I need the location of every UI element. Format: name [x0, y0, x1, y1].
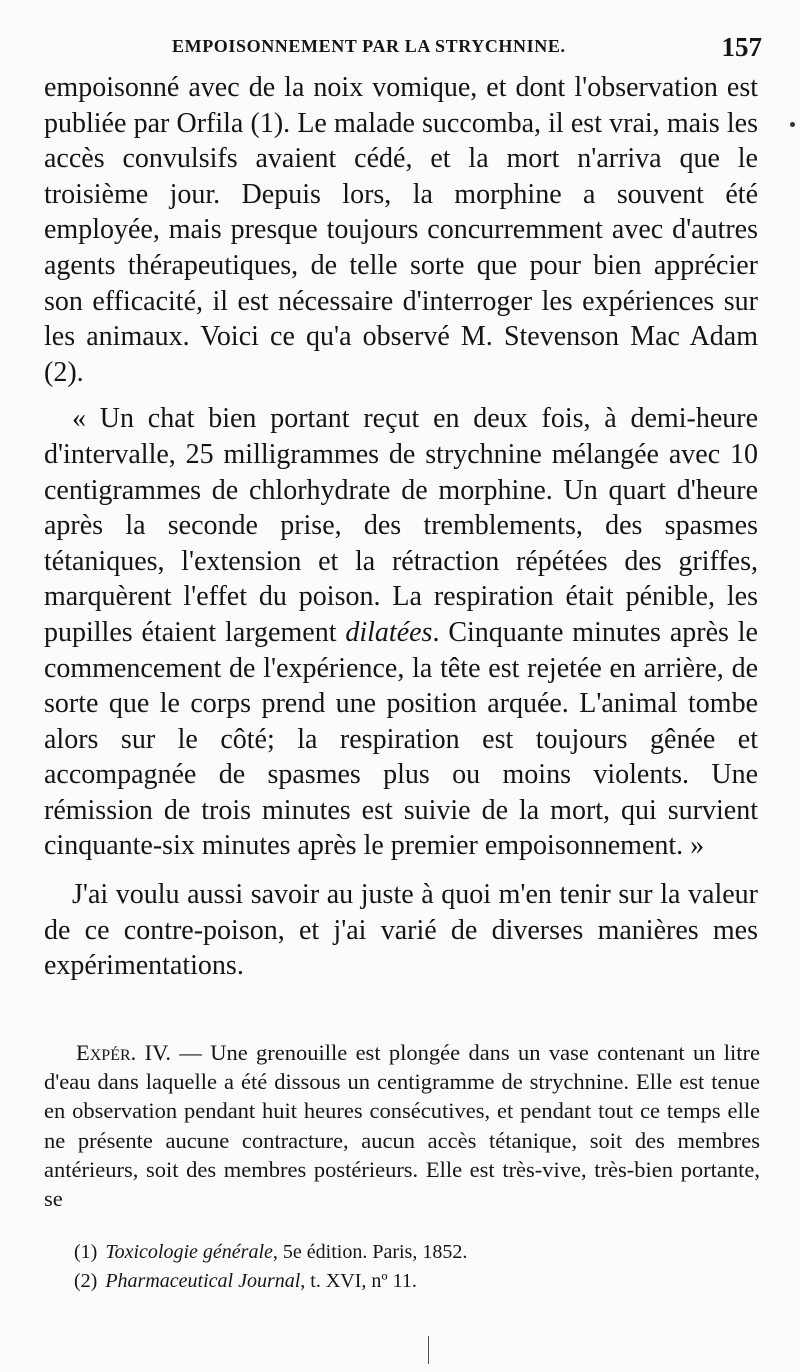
quote-text-end: . Cinquante minutes après le commencement de l'expérience, la tête est rejetée en arrière, de sorte que le corps prend une position arquée. L'animal tombe alors sur le côté; la respiration est toujours gênée et accompagnée de spasmes plus ou moins violents. Une rémission de trois minutes est suivie de la mort, qui survient cinquante-six minutes après le premier empoisonnement. »	[44, 616, 758, 862]
page-number: 157	[721, 32, 762, 62]
footnote-details: , t. XVI, nº 11.	[300, 1270, 417, 1292]
quoted-observation	[44, 401, 758, 864]
footnote-marker: (2)	[74, 1270, 98, 1292]
quote-text-start: « Un chat bien portant reçut en deux fois, à demi-heure d'intervalle, 25 milligrammes de strychnine mélangée avec 10 centigrammes de chlorhydrate de morphine. Un quart d'heure après la seconde prise, des tremblements, des spasmes tétaniques, l'extension et la rétraction répétées des griffes, marquèrent l'effet du poison. La respiration était pénible, les pupilles étaient largement	[44, 403, 758, 648]
footnotes	[74, 1238, 760, 1296]
experiment-paragraph	[44, 1038, 760, 1213]
footnote-marker: (1)	[74, 1241, 98, 1263]
footnote-2	[74, 1267, 760, 1296]
paragraph-author: J'ai voulu aussi savoir au juste à quoi m'en tenir sur la valeur de ce contre-poison, et j'ai varié de diverses manières mes expérimentations.	[44, 879, 758, 982]
page-header	[40, 34, 770, 68]
margin-speck	[790, 122, 795, 127]
footnote-work-title: Toxicologie générale	[105, 1241, 273, 1263]
running-title: EMPOISONNEMENT PAR LA STRYCHNINE.	[172, 36, 566, 56]
gutter-mark	[428, 1336, 429, 1364]
main-text	[44, 70, 758, 984]
experiment-label: Expér. IV.	[76, 1040, 172, 1065]
experiment-section	[44, 1038, 760, 1213]
footnote-work-title: Pharmaceutical Journal	[105, 1270, 301, 1292]
footnote-1	[74, 1238, 760, 1267]
quote-emphasis: dilatées	[345, 616, 433, 648]
footnote-details: , 5e édition. Paris, 1852.	[272, 1241, 468, 1263]
experiment-text: — Une grenouille est plongée dans un vase contenant un litre d'eau dans laquelle a été dissous un centigramme de strychnine. Elle est tenue en observation pendant huit heures consécutives, et pendant tout ce temps elle ne présente aucune contracture, aucun accès tétanique, soit des membres antérieurs, soit des membres postérieurs. Elle est très-vive, très-bien portante, se	[44, 1040, 760, 1212]
paragraph-continued: empoisonné avec de la noix vomique, et dont l'observation est publiée par Orfila (1). Le malade succomba, il est vrai, mais les accès convulsifs avaient cédé, et la mort n'arriva que le troisième jour. Depuis lors, la morphine a souvent été employée, mais presque toujours concurremment avec d'autres agents thérapeutiques, de telle sorte que pour bien apprécier son efficacité, il est nécessaire d'interroger les expériences sur les animaux. Voici ce qu'a observé M. Stevenson Mac Adam (2).	[44, 72, 758, 388]
